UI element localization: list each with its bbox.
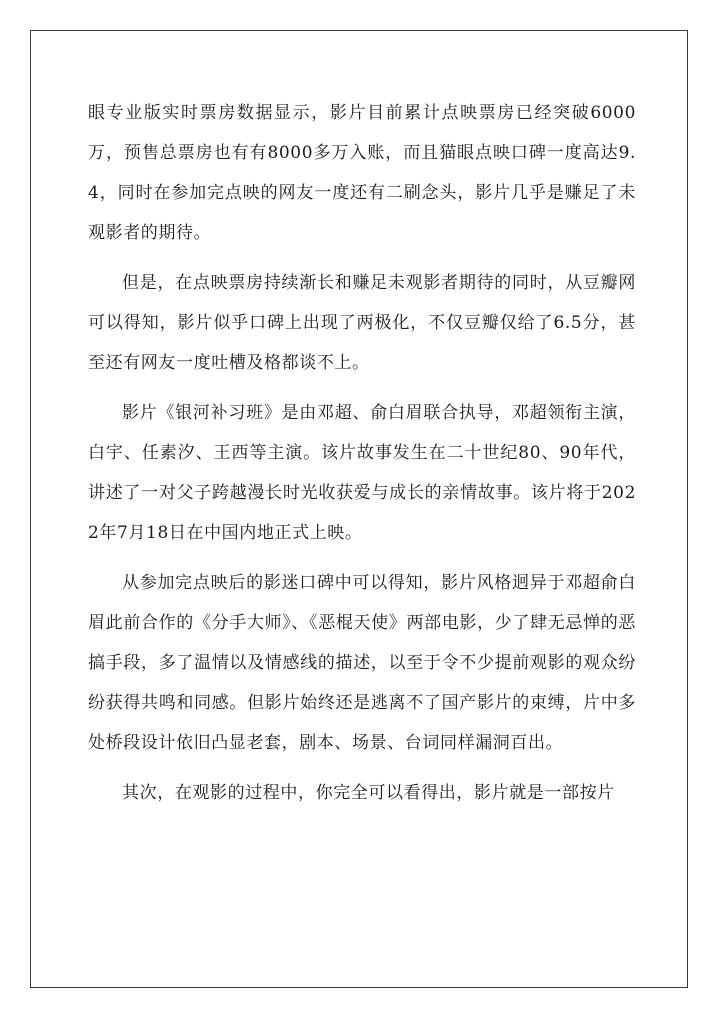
paragraph-5: 其次，在观影的过程中，你完全可以看得出，影片就是一部按片 — [122, 783, 615, 803]
paragraph-2: 但是，在点映票房持续渐长和赚足未观影者期待的同时，从豆瓣网可以得知，影片似乎口碑上出现了两极化，不仅豆瓣仅给了6.5分，甚至还有网友一度吐槽及格都谈不上。 — [88, 273, 636, 373]
paragraph-1: 眼专业版实时票房数据显示，影片目前累计点映票房已经突破6000万，预售总票房也有有8000多万入账，而且猫眼点映口碑一度高达9.4，同时在参加完点映的网友一度还有二刷念头，影片几乎是赚足了未观影者的期待。 — [88, 103, 636, 243]
document-body — [88, 93, 636, 823]
paragraph-3: 影片《银河补习班》是由邓超、俞白眉联合执导，邓超领衔主演，白宇、任素汐、王西等主演。该片故事发生在二十世纪80、90年代，讲述了一对父子跨越漫长时光收获爱与成长的亲情故事。该片将于2022年7月18日在中国内地正式上映。 — [88, 403, 636, 543]
paragraph-4: 从参加完点映后的影迷口碑中可以得知，影片风格迥异于邓超俞白眉此前合作的《分手大师》、《恶棍天使》两部电影，少了肆无忌惮的恶搞手段，多了温情以及情感线的描述，以至于令不少提前观影的观众纷纷获得共鸣和同感。但影片始终还是逃离不了国产影片的束缚，片中多处桥段设计依旧凸显老套，剧本、场景、台词同样漏洞百出。 — [88, 573, 636, 753]
